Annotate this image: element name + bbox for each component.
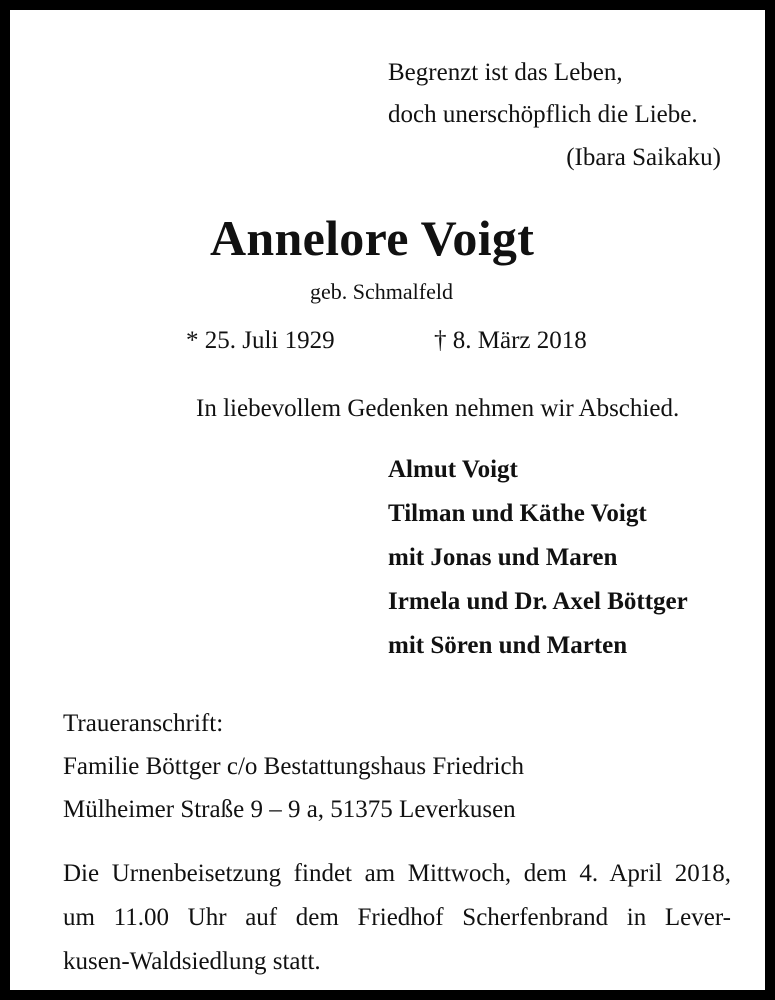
farewell-line: In liebevollem Gedenken nehmen wir Abschied. xyxy=(196,395,680,422)
address-label: Traueranschrift: xyxy=(63,710,224,737)
funeral-notice-line-2: um 11.00 Uhr auf dem Friedhof Scherfenbrand in Lever- xyxy=(63,904,731,931)
funeral-notice-line-1: Die Urnenbeisetzung findet am Mittwoch, dem 4. April 2018, xyxy=(63,860,731,887)
mourner-line: Almut Voigt xyxy=(388,456,518,483)
address-line-2: Mülheimer Straße 9 – 9 a, 51375 Leverkusen xyxy=(63,796,516,823)
mourner-line: Tilman und Käthe Voigt xyxy=(388,500,647,527)
funeral-notice-line-3: kusen-Waldsiedlung statt. xyxy=(63,948,321,975)
mourner-line: mit Jonas und Maren xyxy=(388,544,618,571)
funeral-notice xyxy=(63,852,731,984)
mourner-line: Irmela und Dr. Axel Böttger xyxy=(388,588,688,615)
birth-date: * 25. Juli 1929 xyxy=(186,327,335,354)
death-date: † 8. März 2018 xyxy=(434,327,587,354)
quote-author: (Ibara Saikaku) xyxy=(566,144,721,171)
deceased-name: Annelore Voigt xyxy=(210,210,535,266)
quote-line-1: Begrenzt ist das Leben, xyxy=(388,59,623,86)
address-line-1: Familie Böttger c/o Bestattungshaus Friedrich xyxy=(63,753,525,780)
maiden-name: geb. Schmalfeld xyxy=(310,279,453,304)
mourner-line: mit Sören und Marten xyxy=(388,632,628,659)
quote-line-2: doch unerschöpflich die Liebe. xyxy=(388,101,698,128)
